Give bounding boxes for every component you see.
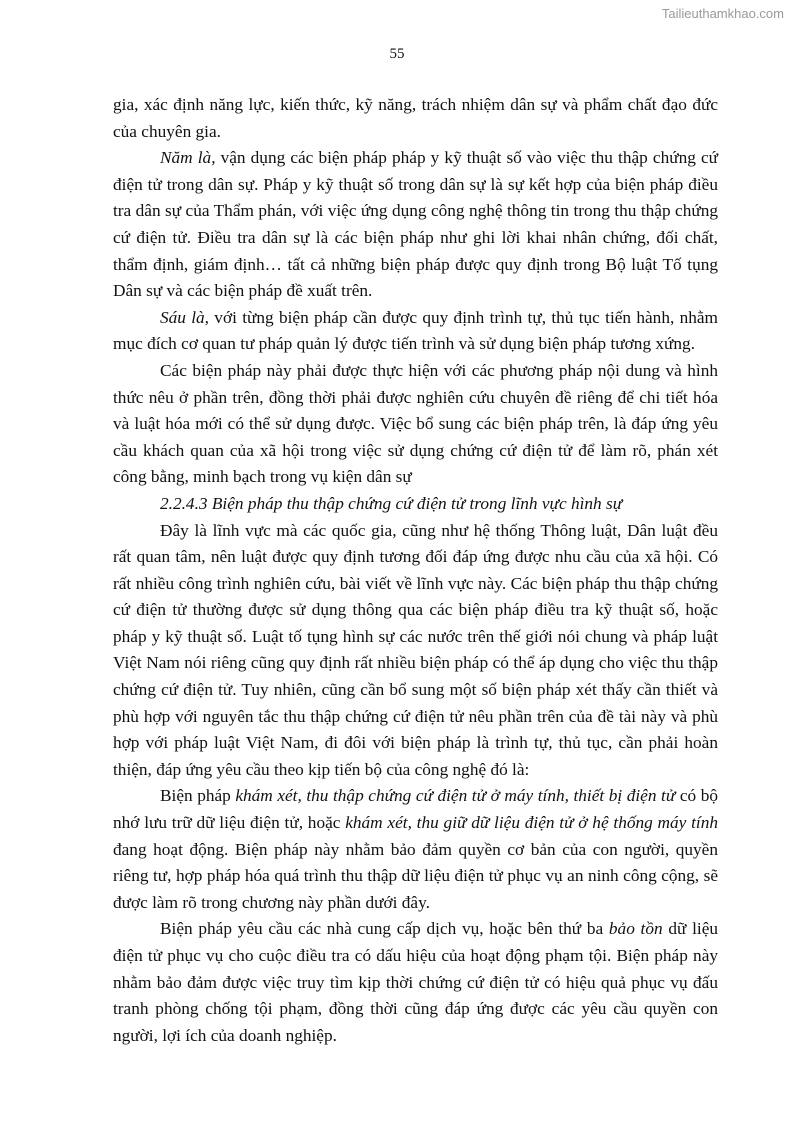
paragraph-sau-la: [113, 305, 718, 358]
paragraph-preservation-measure: [113, 916, 718, 1049]
paragraph-text: vận dụng các biện pháp pháp y kỹ thuật số vào việc thu thập chứng cứ điện tử trong dân sự. Pháp y kỹ thuật số trong dân sự là sự kết hợp của biện pháp điều tra dân sự của Thẩm phán, với việc ứng dụng công nghệ thông tin trong thu thập chứng cứ điện tử. Điều tra dân sự là các biện pháp như ghi lời khai nhân chứng, đối chất, thẩm định, giám định… tất cả những biện pháp được quy định trong Bộ luật Tố tụng Dân sự và các biện pháp đề xuất trên.: [113, 148, 718, 301]
paragraph-text: có bộ nhớ lưu trữ dữ liệu điện tử, hoặc: [113, 786, 718, 833]
paragraph-emphasis: khám xét, thu thập chứng cứ điện tử ở máy tính, thiết bị điện tử: [235, 786, 676, 806]
paragraph-emphasis: bảo tồn: [608, 919, 663, 939]
paragraph-lead-italic: Năm là,: [160, 148, 216, 168]
paragraph-text: với từng biện pháp cần được quy định trình tự, thủ tục tiến hành, nhằm mục đích cơ quan tư pháp quản lý được tiến trình và sử dụng biện pháp tương xứng.: [113, 307, 718, 354]
paragraph-text: đang hoạt động. Biện pháp này nhằm bảo đảm quyền cơ bản của con người, quyền riêng tư, hợp pháp hóa quá trình thu thập dữ liệu điện tử phục vụ an ninh công cộng, sẽ được làm rõ trong chương này phần dưới đây.: [113, 839, 718, 912]
section-heading: 2.2.4.3 Biện pháp thu thập chứng cứ điện tử trong lĩnh vực hình sự: [160, 493, 623, 513]
paragraph-emphasis: khám xét, thu giữ dữ liệu điện tử ở hệ thống máy tính: [345, 813, 719, 833]
paragraph-summary: Các biện pháp này phải được thực hiện với các phương pháp nội dung và hình thức nêu ở phần trên, đồng thời phải được nghiên cứu chuyên đề riêng để chi tiết hóa và luật hóa mới có thể sử dụng được. Việc bổ sung các biện pháp trên, là đáp ứng yêu cầu khách quan của xã hội trong việc sử dụng chứng cứ điện tử để làm rõ, phán xét công bằng, minh bạch trong vụ kiện dân sự: [113, 360, 718, 487]
paragraph-text: Biện pháp: [160, 786, 236, 806]
watermark-text: Tailieuthamkhao.com: [661, 6, 784, 21]
paragraph-search-measure: [113, 783, 718, 916]
paragraph-text: Biện pháp yêu cầu các nhà cung cấp dịch vụ, hoặc bên thứ ba: [160, 919, 609, 939]
document-body: [113, 92, 718, 1049]
paragraph-continuation: gia, xác định năng lực, kiến thức, kỹ năng, trách nhiệm dân sự và phẩm chất đạo đức của chuyên gia.: [113, 95, 718, 141]
paragraph-nam-la: [113, 145, 718, 305]
paragraph-criminal-field: Đây là lĩnh vực mà các quốc gia, cũng như hệ thống Thông luật, Dân luật đều rất quan tâm, nên luật được quy định tương đối đáp ứng được nhu cầu của xã hội. Có rất nhiều công trình nghiên cứu, bài viết về lĩnh vực này. Các biện pháp thu thập chứng cứ điện tử thường được sử dụng thông qua các biện pháp điều tra kỹ thuật số, hoặc pháp y kỹ thuật số. Luật tố tụng hình sự các nước trên thế giới nói chung và pháp luật Việt Nam nói riêng cũng quy định rất nhiều biện pháp có thể áp dụng cho việc thu thập chứng cứ điện tử. Tuy nhiên, cũng cần bổ sung một số biện pháp xét thấy cần thiết và phù hợp với nguyên tắc thu thập chứng cứ điện tử nêu phần trên của đề tài này và phù hợp với pháp luật Việt Nam, đi đôi với biện pháp là trình tự, thủ tục, cần phải hoàn thiện, đáp ứng yêu cầu theo kịp tiến bộ của công nghệ đó là:: [113, 520, 718, 779]
page-number: 55: [389, 46, 405, 62]
paragraph-lead-italic: Sáu là,: [160, 307, 209, 327]
paragraph-text: dữ liệu điện tử phục vụ cho cuộc điều tra có dấu hiệu của hoạt động phạm tội. Biện pháp này nhằm bảo đảm được việc truy tìm kịp thời chứng cứ điện tử có hiệu quả phục vụ đấu tranh phòng chống tội phạm, đồng thời cũng đáp ứng được các yêu cầu quyền con người, lợi ích của doanh nghiệp.: [113, 919, 719, 1045]
